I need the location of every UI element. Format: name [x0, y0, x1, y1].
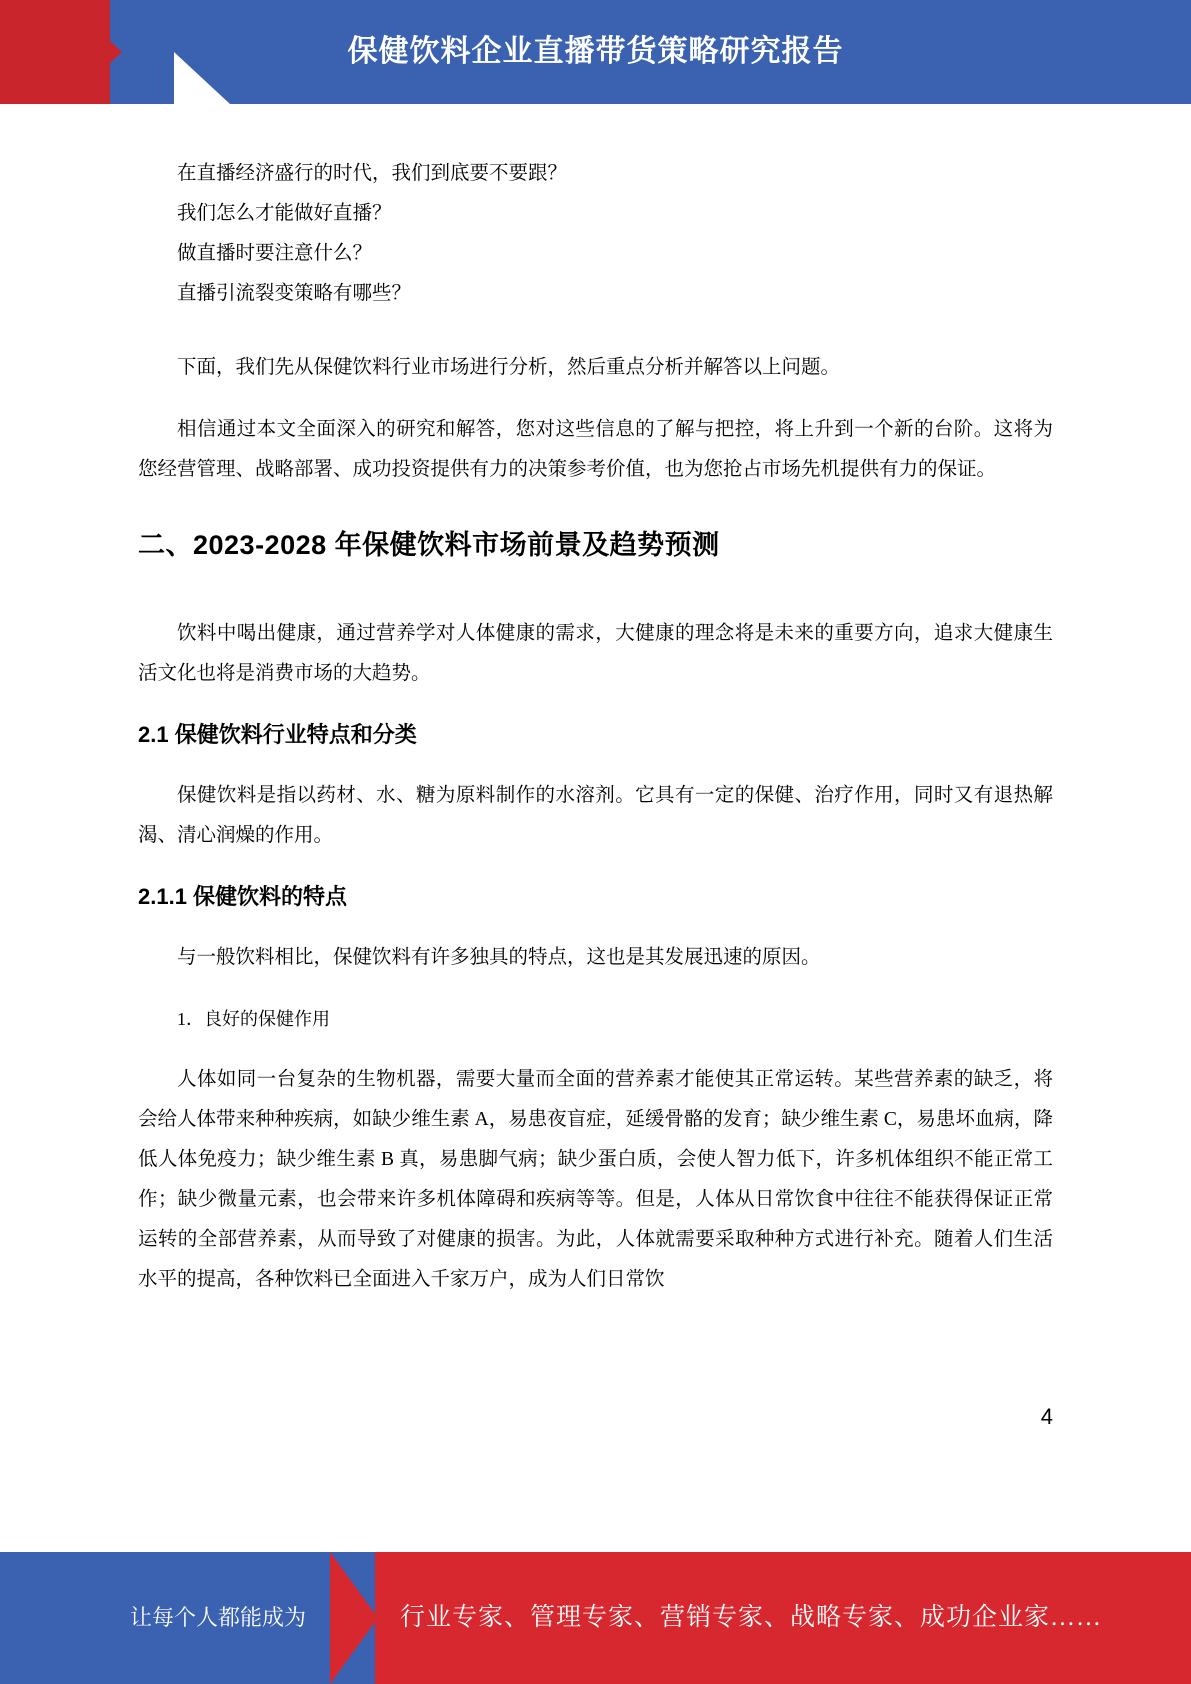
- spacer: [138, 566, 1053, 614]
- spacer: [138, 694, 1053, 716]
- spacer: [138, 388, 1053, 410]
- body-paragraph: 人体如同一台复杂的生物机器，需要大量而全面的营养素才能使其正常运转。某些营养素的缺乏，将会给人体带来种种疾病，如缺少维生素 A，易患夜盲症，延缓骨骼的发育；缺少维生素 C，易患坏血病，降低人体免疫力；缺少维生素 B 真，易患脚气病；缺少蛋白质，会使人智力低下，许多机体组织不能正常工作；缺少微量元素，也会带来许多机体障碍和疾病等等。但是，人体从日常饮食中往往不能获得保证正常运转的全部营养素，从而导致了对健康的损害。为此，人体就需要采取种种方式进行补充。随着人们生活水平的提高，各种饮料已全面进入千家万户，成为人们日常饮: [138, 1069, 1053, 1290]
- footer-arrow-shape: [330, 1552, 378, 1684]
- subsection-2-1-heading: 2.1 保健饮料行业特点和分类: [138, 722, 417, 747]
- intro-paragraph: 下面，我们先从保健饮料行业市场进行分析，然后重点分析并解答以上问题。: [177, 357, 841, 378]
- section-intro-paragraph: 饮料中喝出健康，通过营养学对人体健康的需求，大健康的理念将是未来的重要方向，追求大健康生活文化也将是消费市场的大趋势。: [138, 623, 1053, 684]
- numbered-list-item-1: 1．良好的保健作用: [177, 1009, 330, 1029]
- page-header: [0, 0, 1191, 104]
- spacer: [138, 490, 1053, 524]
- spacer: [138, 1038, 1053, 1060]
- question-line-4: 直播引流裂变策略有哪些？: [177, 283, 412, 304]
- spacer: [138, 978, 1053, 1000]
- section-heading: 二、2023-2028 年保健饮料市场前景及趋势预测: [138, 530, 720, 560]
- question-line-3: 做直播时要注意什么？: [177, 243, 373, 264]
- page-body: [0, 104, 1191, 1552]
- subsection-2-1-1-paragraph: 与一般饮料相比，保健饮料有许多独具的特点，这也是其发展迅速的原因。: [177, 947, 821, 968]
- document-title: 保健饮料企业直播带货策略研究报告: [347, 35, 844, 68]
- content-column: [138, 154, 1053, 1300]
- spacer: [138, 916, 1053, 938]
- question-line-1: 在直播经济盛行的时代，我们到底要不要跟？: [177, 163, 568, 184]
- belief-paragraph: 相信通过本文全面深入的研究和解答，您对这些信息的了解与把控，将上升到一个新的台阶。这将为您经营管理、战略部署、成功投资提供有力的决策参考价值，也为您抢占市场先机提供有力的保证。: [138, 419, 1053, 480]
- page-number: 4: [1040, 1404, 1053, 1429]
- subsection-2-1-paragraph: 保健饮料是指以药材、水、糖为原料制作的水溶剂。它具有一定的保健、治疗作用，同时又有退热解渴、清心润燥的作用。: [138, 785, 1053, 846]
- subsection-2-1-1-heading: 2.1.1 保健饮料的特点: [138, 884, 348, 909]
- page-footer: [0, 1552, 1191, 1684]
- footer-right-text: 行业专家、管理专家、营销专家、战略专家、成功企业家……: [400, 1604, 1103, 1631]
- question-line-2: 我们怎么才能做好直播？: [177, 203, 392, 224]
- footer-left-text: 让每个人都能成为: [130, 1605, 307, 1630]
- spacer: [138, 754, 1053, 776]
- spacer: [138, 314, 1053, 348]
- spacer: [138, 856, 1053, 878]
